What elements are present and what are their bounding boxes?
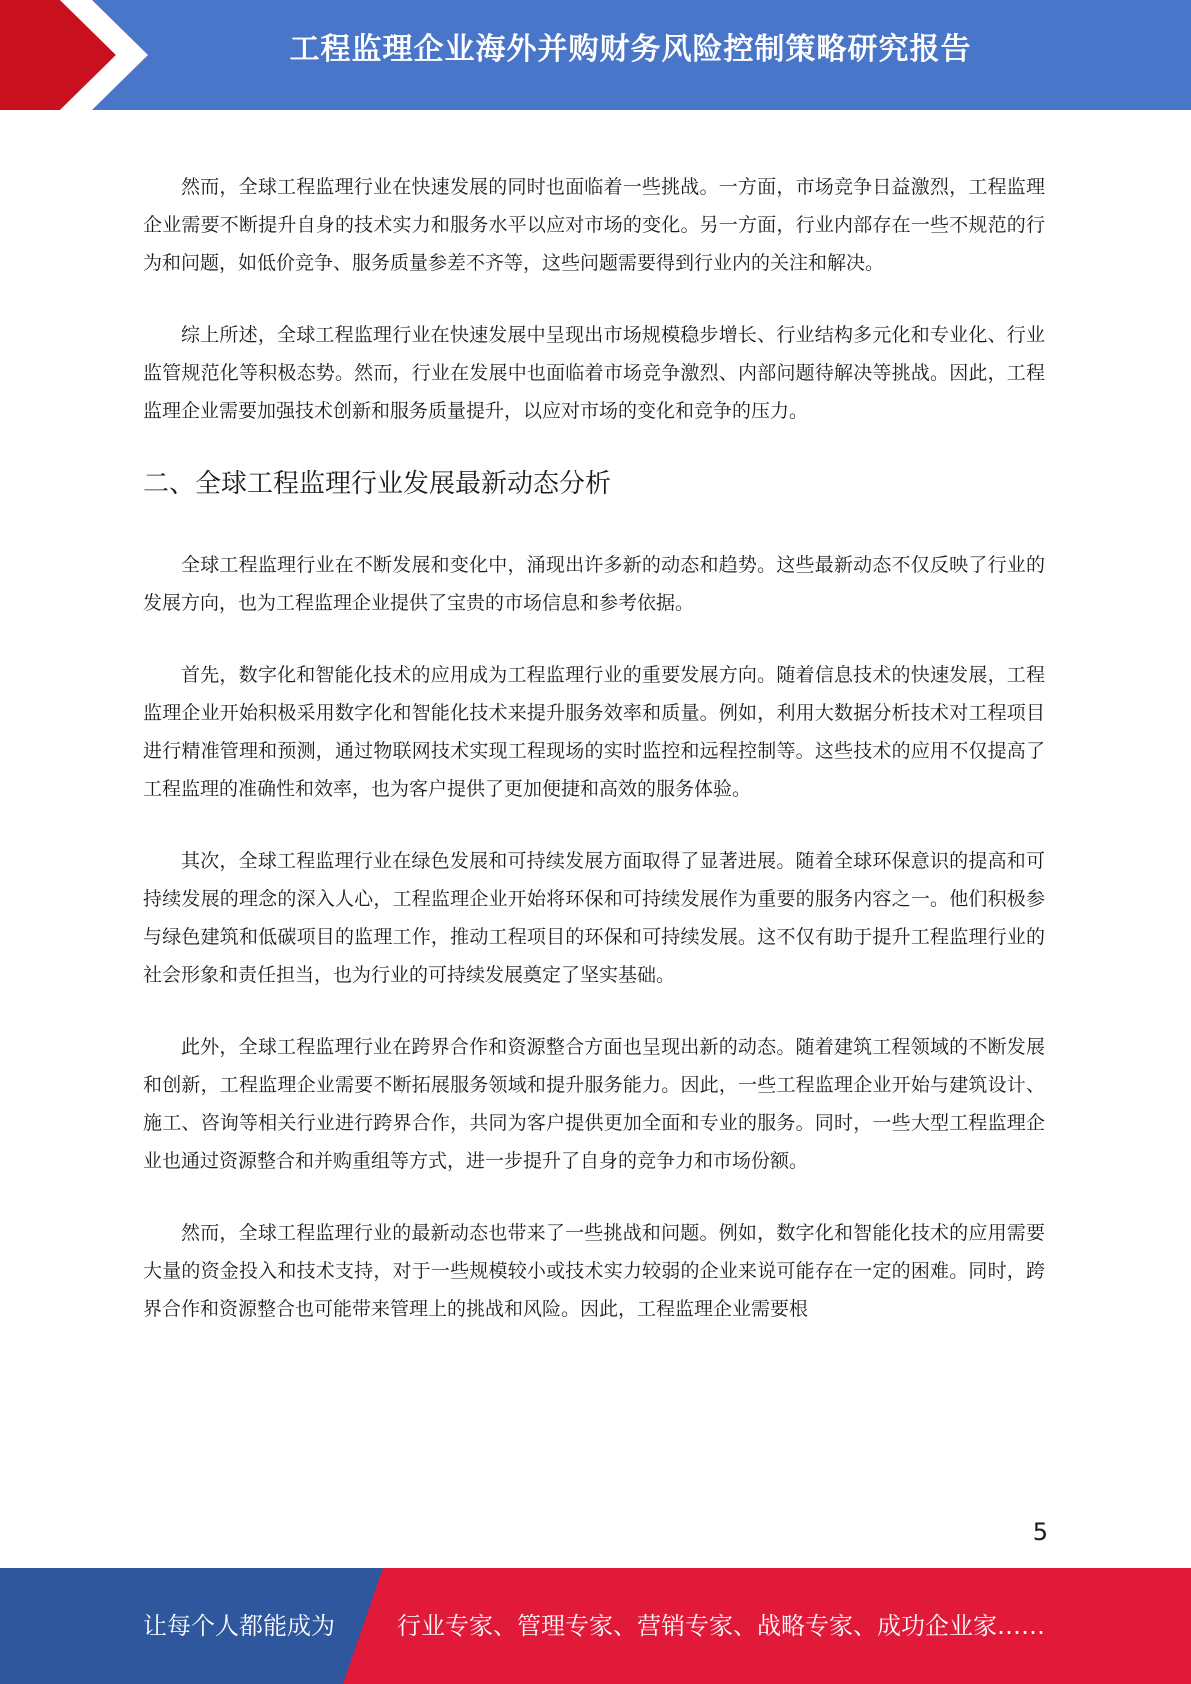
paragraph: 综上所述，全球工程监理行业在快速发展中呈现出市场规模稳步增长、行业结构多元化和专业化、行业监管规范化等积极态势。然而，行业在发展中也面临着市场竞争激烈、内部问题待解决等挑战。因此，工程监理企业需要加强技术创新和服务质量提升，以应对市场的变化和竞争的压力。	[143, 324, 1045, 422]
paragraph: 然而，全球工程监理行业的最新动态也带来了一些挑战和问题。例如，数字化和智能化技术的应用需要大量的资金投入和技术支持，对于一些规模较小或技术实力较弱的企业来说可能存在一定的困难。同时，跨界合作和资源整合也可能带来管理上的挑战和风险。因此，工程监理企业需要根	[143, 1222, 1045, 1320]
paragraph: 其次，全球工程监理行业在绿色发展和可持续发展方面取得了显著进展。随着全球环保意识的提高和可持续发展的理念的深入人心，工程监理企业开始将环保和可持续发展作为重要的服务内容之一。他们积极参与绿色建筑和低碳项目的监理工作，推动工程项目的环保和可持续发展。这不仅有助于提升工程监理行业的社会形象和责任担当，也为行业的可持续发展奠定了坚实基础。	[143, 850, 1045, 986]
paragraph: 然而，全球工程监理行业在快速发展的同时也面临着一些挑战。一方面，市场竞争日益激烈，工程监理企业需要不断提升自身的技术实力和服务水平以应对市场的变化。另一方面，行业内部存在一些不规范的行为和问题，如低价竞争、服务质量参差不齐等，这些问题需要得到行业内的关注和解决。	[143, 176, 1045, 274]
page-number: 5	[1032, 1518, 1048, 1546]
paragraph: 全球工程监理行业在不断发展和变化中，涌现出许多新的动态和趋势。这些最新动态不仅反映了行业的发展方向，也为工程监理企业提供了宝贵的市场信息和参考依据。	[143, 554, 1045, 614]
page-header	[0, 0, 1191, 110]
paragraph: 此外，全球工程监理行业在跨界合作和资源整合方面也呈现出新的动态。随着建筑工程领域的不断发展和创新，工程监理企业需要不断拓展服务领域和提升服务能力。因此，一些工程监理企业开始与建筑设计、施工、咨询等相关行业进行跨界合作，共同为客户提供更加全面和专业的服务。同时，一些大型工程监理企业也通过资源整合和并购重组等方式，进一步提升了自身的竞争力和市场份额。	[143, 1036, 1045, 1172]
page-footer	[0, 1568, 1191, 1684]
footer-slogan-right: 行业专家、管理专家、营销专家、战略专家、成功企业家……	[397, 1612, 1045, 1640]
report-title: 工程监理企业海外并购财务风险控制策略研究报告	[289, 32, 972, 67]
page-content	[143, 168, 1045, 1362]
footer-slogan-left: 让每个人都能成为	[143, 1612, 335, 1640]
paragraph: 首先，数字化和智能化技术的应用成为工程监理行业的重要发展方向。随着信息技术的快速发展，工程监理企业开始积极采用数字化和智能化技术来提升服务效率和质量。例如，利用大数据分析技术对工程项目进行精准管理和预测，通过物联网技术实现工程现场的实时监控和远程控制等。这些技术的应用不仅提高了工程监理的准确性和效率，也为客户提供了更加便捷和高效的服务体验。	[143, 664, 1045, 800]
section-heading: 二、全球工程监理行业发展最新动态分析	[143, 469, 612, 499]
header-arrow-accent	[0, 0, 160, 110]
